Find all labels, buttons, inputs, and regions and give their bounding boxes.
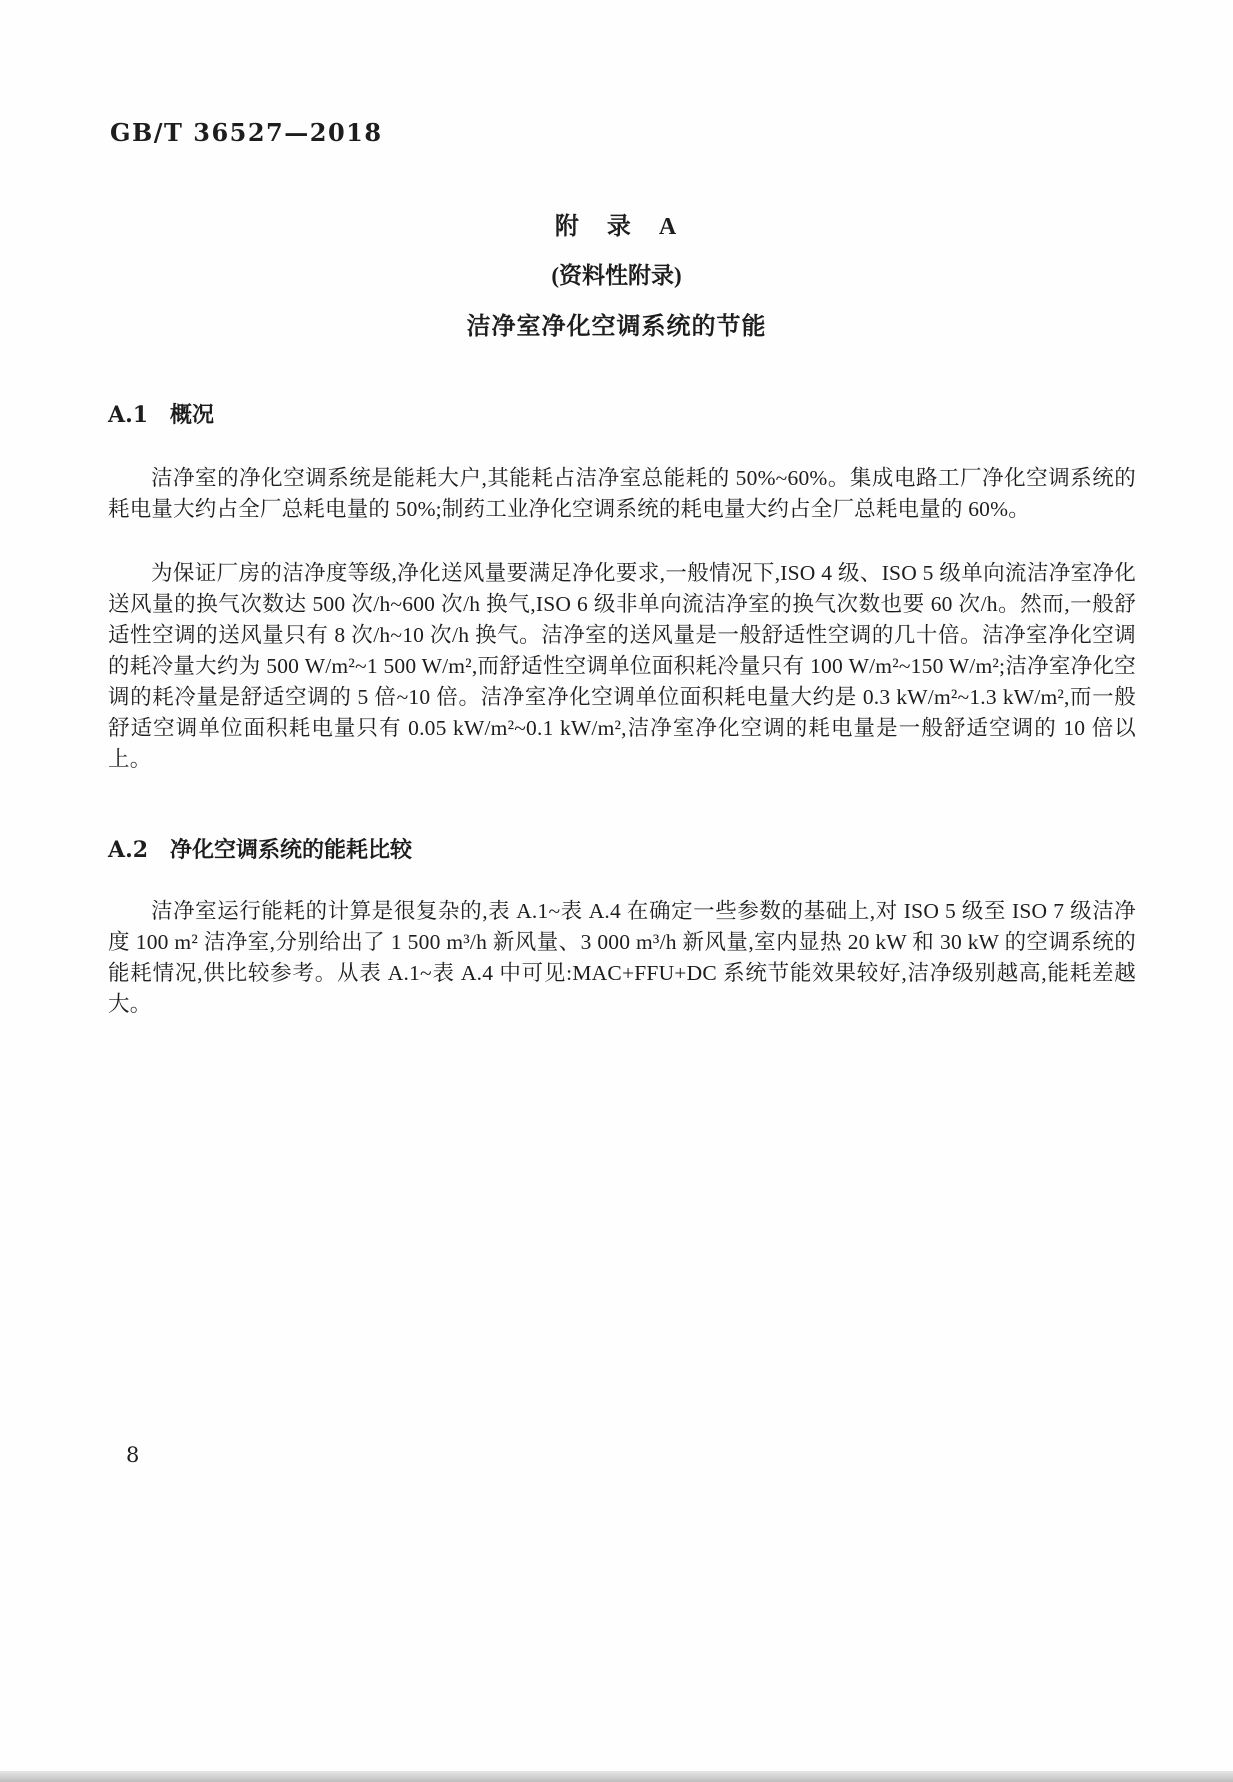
section-title: 概况 xyxy=(170,402,215,427)
appendix-title-block xyxy=(0,206,1233,341)
scan-edge xyxy=(0,1771,1233,1782)
standard-number: GB/T 36527—2018 xyxy=(110,118,383,147)
section-number: A.1 xyxy=(108,402,149,428)
appendix-title: 附 录 A xyxy=(554,214,679,240)
appendix-subtitle: (资料性附录) xyxy=(551,263,682,288)
paragraph-comparison: 洁净室运行能耗的计算是很复杂的,表 A.1~表 A.4 在确定一些参数的基础上,对 ISO 5 级至 ISO 7 级洁净度 100 m² 洁净室,分别给出了 1 500 m³/h 新风量、3 000 m³/h 新风量,室内显热 20 kW 和 30 kW 的空调系统的能耗情况,供比较参考。从表 A.1~表 A.4 中可见:MAC+FFU+DC 系统节能效果较好,洁净级别越高,能耗差越大。 xyxy=(108,899,1136,1016)
section-heading-a2 xyxy=(108,833,412,864)
section-title: 净化空调系统的能耗比较 xyxy=(170,837,413,862)
paragraph-overview-2: 为保证厂房的洁净度等级,净化送风量要满足净化要求,一般情况下,ISO 4 级、ISO 5 级单向流洁净室净化送风量的换气次数达 500 次/h~600 次/h 换气,ISO 6 级非单向流洁净室的换气次数也要 60 次/h。然而,一般舒适性空调的送风量只有 8 次/h~10 次/h 换气。洁净室的送风量是一般舒适性空调的几十倍。洁净室净化空调的耗冷量大约为 500 W/m²~1 500 W/m²,而舒适性空调单位面积耗冷量只有 100 W/m²~150 W/m²;洁净室净化空调的耗冷量是舒适空调的 5 倍~10 倍。洁净室净化空调单位面积耗电量大约是 0.3 kW/m²~1.3 kW/m²,而一般舒适空调单位面积耗电量只有 0.05 kW/m²~0.1 kW/m²,洁净室净化空调的耗电量是一般舒适空调的 10 倍以上。 xyxy=(108,561,1136,771)
page-number: 8 xyxy=(126,1443,140,1467)
paragraph-overview-1: 洁净室的净化空调系统是能耗大户,其能耗占洁净室总能耗的 50%~60%。集成电路工厂净化空调系统的耗电量大约占全厂总耗电量的 50%;制药工业净化空调系统的耗电量大约占全厂总耗电量的 60%。 xyxy=(108,466,1136,521)
appendix-heading: 洁净室净化空调系统的节能 xyxy=(466,314,767,340)
section-number: A.2 xyxy=(108,837,149,863)
section-heading-a1 xyxy=(108,398,214,429)
